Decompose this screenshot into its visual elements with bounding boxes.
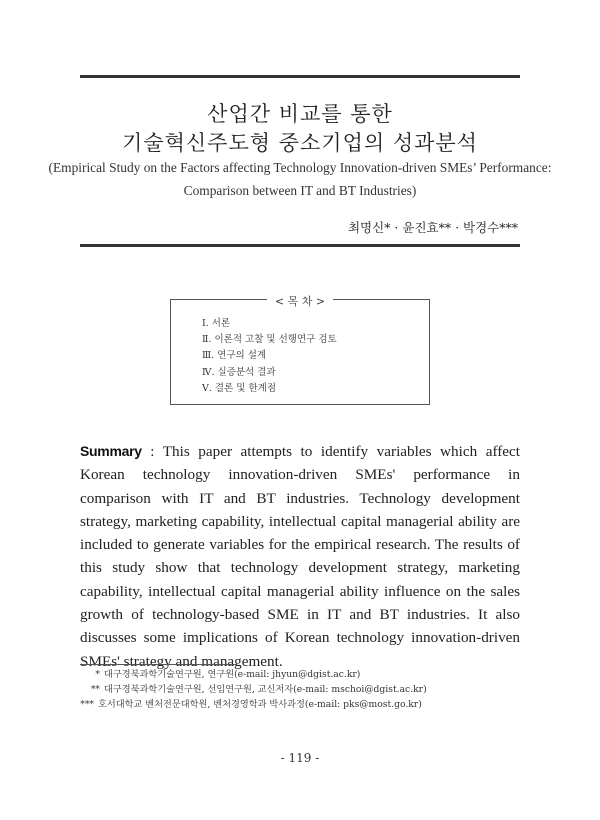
toc-list xyxy=(202,316,337,397)
footnote xyxy=(80,682,427,697)
table-of-contents xyxy=(170,295,430,405)
footnote-text: 대구경북과학기술연구원, 선임연구원, 교신저자(e-mail: mschoi@dgist.ac.kr) xyxy=(104,684,427,696)
toc-item: Ⅲ. 연구의 설계 xyxy=(202,350,267,362)
header-bottom-rule xyxy=(80,244,520,247)
summary-label: Summary xyxy=(80,443,142,459)
summary-text: This paper attempts to identify variables which affect Korean technology innovation-driven SMEs' performance in comparison with IT and BT industries. Technology development strategy, marketing capability, intellectual capital managerial ability are included to generate variables for the empirical research. The results of this study show that technology development strategy, marketing capability, intellectual capital managerial ability influence on the sales growth of technology-based SME in IT and BT industries. It also discusses some implications of Korean technology innovation-driven SMEs' strategy and management. xyxy=(80,443,520,670)
toc-item: Ⅰ. 서론 xyxy=(202,318,231,329)
subtitle-line-2: Comparison between IT and BT Industries) xyxy=(183,183,417,198)
footnote-text: 대구경북과학기술연구원, 연구원(e-mail: jhyun@dgist.ac.kr) xyxy=(104,669,361,680)
footnote-text: 호서대학교 벤처전문대학원, 벤처경영학과 박사과정(e-mail: pks@most.go.kr) xyxy=(98,699,422,711)
toc-item: Ⅳ. 실증분석 결과 xyxy=(202,366,276,378)
toc-heading: < 목 차 > xyxy=(267,295,333,308)
footnote-mark: ** xyxy=(90,684,100,696)
summary-separator: : xyxy=(141,443,163,460)
footnotes xyxy=(80,667,427,713)
title-line-1: 산업간 비교를 통한 xyxy=(207,102,393,126)
top-rule xyxy=(80,75,520,78)
subtitle-line-1: (Empirical Study on the Factors affecting Technology Innovation-driven SMEs’ Performance: xyxy=(48,160,552,175)
toc-item: Ⅱ. 이론적 고찰 및 선행연구 검토 xyxy=(202,334,337,346)
author-list: 최명신* · 윤진효** · 박경수*** xyxy=(347,220,518,235)
page-number: - 119 - xyxy=(280,751,320,765)
summary-paragraph xyxy=(80,440,520,673)
footnote xyxy=(80,667,427,682)
footnote xyxy=(80,697,427,712)
title-line-2: 기술혁신주도형 중소기업의 성과분석 xyxy=(122,131,478,155)
footnote-mark: * xyxy=(95,669,100,680)
toc-item: Ⅴ. 결론 및 한계점 xyxy=(202,382,277,394)
footnote-rule xyxy=(80,664,237,665)
footnote-mark: *** xyxy=(80,699,94,711)
